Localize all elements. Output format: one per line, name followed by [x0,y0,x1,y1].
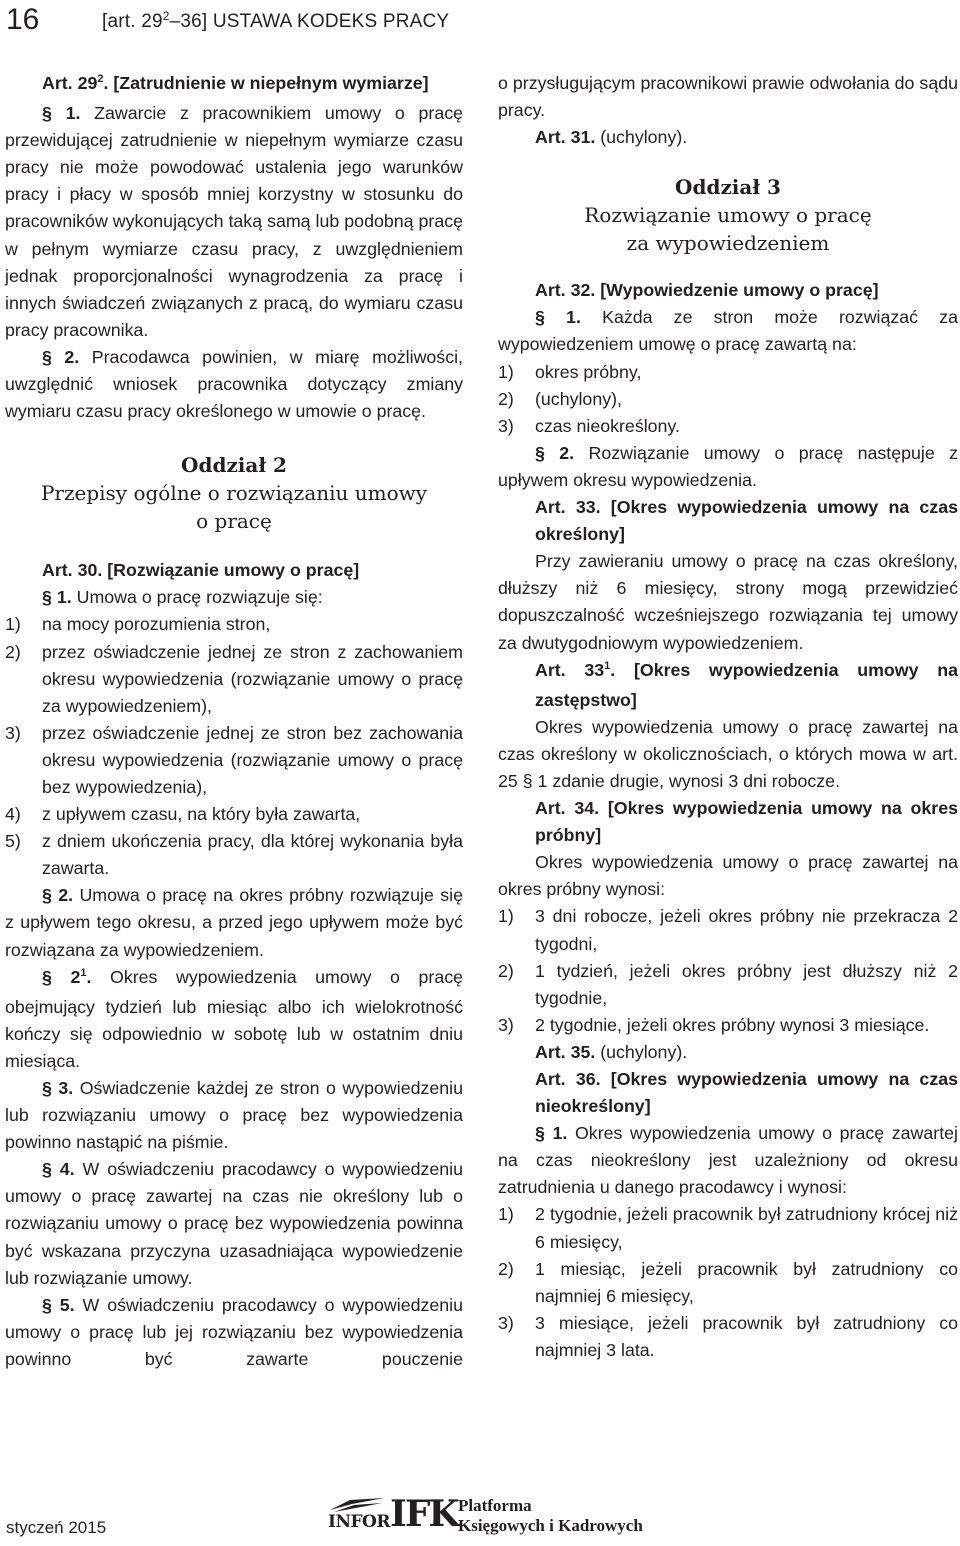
list-item: 2) 1 miesiąc, jeżeli pracownik był zatrudniony co najmniej 6 miesięcy, [498,1258,958,1306]
list-item: 5) z dniem ukończenia pracy, dla której wykonania była zawarta. [5,831,463,879]
list-item: 4) z upływem czasu, na który była zawarta, [5,804,361,825]
art33-1-heading: Art. $33^1$. [Okres wypowiedzenia umowy na zastępstwo] [535,659,958,710]
page-header [6,2,950,42]
section-3-heading [498,173,958,257]
list-item: 1) na mocy porozumienia stron, [5,614,271,635]
section-2-title-1: Przepisy ogólne o rozwiązaniu umowy [40,481,428,506]
art36-par1: § 1. Okres wypowiedzenia umowy o pracę zawartej na czas nieokreślony jest uzależniony od okresu zatrudnienia u danego pracodawcy i wynosi: [498,1123,958,1198]
logo-infor-text: INFOR [328,1512,390,1532]
running-head-sup: 2 [162,9,170,23]
list-item: 1) 3 dni robocze, jeżeli okres próbny nie przekracza 2 tygodni, [498,906,958,954]
running-head-text-2: –36] USTAWA KODEKS PRACY [169,11,450,32]
art33-1-text: Okres wypowiedzenia umowy o pracę zawartej na czas określony w okolicznościach, o których mowa w art. 25 § 1 zdanie drugie, wynosi 3 dni robocze. [498,716,958,791]
art30-par4: § 4. W oświadczeniu pracodawcy o wypowiedzeniu umowy o pracę zawartej na czas nie określony lub o rozwiązaniu umowy o pracę bez wypowiedzenia powinna być wskazana przyczyna uzasadniająca wypowiedzenie lub rozwiązanie umowy. [5,1159,463,1288]
art29-par2: § 2. Pracodawca powinien, w miarę możliwości, uwzględnić wniosek pracownika dotyczący zmiany wymiaru czasu pracy określonego w umowie o pracę. [5,346,463,422]
list-item: 1) 2 tygodnie, jeżeli pracownik był zatrudniony krócej niż 6 miesięcy, [498,1204,958,1252]
art29-par1: § 1. Zawarcie z pracownikiem umowy o pracę przewidującej zatrudnienie w niepełnym wymiarze czasu pracy nie może powodować ustalenia jego warunków pracy i płacy w sposób mniej korzystny w stosunku do pracowników wykonujących taką samą lub podobną pracę w pełnym wymiarze czasu pracy, z uwzględnieniem jednak proporcjonalności wynagrodzenia za pracę i innych świadczeń związanych z pracą, do wymiaru czasu pracy pracownika. [5,103,463,340]
art33-heading: Art. 33. [Okres wypowiedzenia umowy na czas określony] [535,497,958,545]
section-3-title-2: za wypowiedzeniem [626,231,830,256]
art30-continuation: o przysługującym pracownikowi prawie odwołania do sądu pracy. [498,73,958,121]
art32-par1: § 1. Każda ze stron może rozwiązać za wypowiedzeniem umowę o pracę zawartą na: [498,307,958,355]
list-item: 2) przez oświadczenie jednej ze stron z zachowaniem okresu wypowiedzenia (rozwiązanie umowy o pracę za wypowiedzeniem), [5,641,463,716]
list-item: 3) przez oświadczenie jednej ze stron bez zachowania okresu wypowiedzenia (rozwiązanie umowy o pracę bez wypowiedzenia), [5,722,463,797]
art30-heading: Art. 30. [Rozwiązanie umowy o pracę] [42,560,360,581]
page-number: 16 [6,3,40,36]
art30-par1: § 1. Umowa o pracę rozwiązuje się: [42,587,323,608]
list-item: 2) 1 tydzień, jeżeli okres próbny jest dłuższy niż 2 tygodnie, [498,960,958,1008]
list-item: 1) okres próbny, [498,361,642,382]
art31: Art. 31. (uchylony). [535,127,688,148]
art30-par2: § 2. Umowa o pracę na okres próbny rozwiązuje się z upływem tego okresu, a przed jego upływem może być rozwiązana za wypowiedzeniem. [5,885,463,960]
art34-heading: Art. 34. [Okres wypowiedzenia umowy na okres próbny] [535,798,958,846]
list-item: 3) czas nieokreślony. [498,415,680,436]
list-item: 3) 3 miesiące, jeżeli pracownik był zatrudniony co najmniej 3 lata. [498,1312,958,1360]
art32-heading: Art. 32. [Wypowiedzenie umowy o pracę] [535,280,879,301]
right-column [498,70,958,1364]
section-2-heading [5,451,463,535]
art32-par2: § 2. Rozwiązanie umowy o pracę następuje z upływem okresu wypowiedzenia. [498,442,958,490]
art29-heading: Art. $29^2$. [Zatrudnienie w niepełnym wymiarze] [42,73,429,93]
list-item: 2) (uchylony), [498,388,622,409]
section-3-title-1: Rozwiązanie umowy o pracę [584,203,872,228]
art30-par2-1: § $2^1$. Okres wypowiedzenia umowy o pracę obejmujący tydzień lub miesiąc albo ich wielokrotność kończy się odpowiednio w sobotę lub w ostatnim dniu miesiąca. [5,966,463,1071]
section-3-number: Oddział 3 [675,175,781,200]
section-2-title-2: o pracę [196,509,272,534]
publisher-logo [328,1494,648,1538]
art34-text: Okres wypowiedzenia umowy o pracę zawartej na okres próbny wynosi: [498,852,958,900]
footer-date: styczeń 2015 [6,1518,107,1537]
left-column [5,70,463,1373]
logo-ifk-text: IFK [390,1493,458,1535]
logo-line-1: Platforma [458,1496,532,1515]
art35: Art. 35. (uchylony). [535,1041,688,1062]
art30-par3: § 3. Oświadczenie każdej ze stron o wypowiedzeniu lub rozwiązaniu umowy o pracę bez wypowiedzenia powinno nastąpić na piśmie. [5,1078,463,1153]
running-head [102,10,449,35]
art36-heading: Art. 36. [Okres wypowiedzenia umowy na czas nieokreślony] [535,1069,958,1117]
logo-line-2: Księgowych i Kadrowych [458,1516,643,1535]
art30-par5: § 5. W oświadczeniu pracodawcy o wypowiedzeniu umowy o pracę lub jej rozwiązaniu bez wypowiedzenia powinno być zawarte pouczenie [5,1294,463,1369]
section-2-number: Oddział 2 [181,453,287,478]
list-item: 3) 2 tygodnie, jeżeli okres próbny wynosi 3 miesiące. [498,1014,930,1035]
running-head-text: [art. 29 [102,11,163,32]
art33-text: Przy zawieraniu umowy o pracę na czas określony, dłuższy niż 6 miesięcy, strony mogą przewidzieć dopuszczalność wcześniejszego rozwiązania tej umowy za dwutygodniowym wypowiedzeniem. [498,551,958,653]
